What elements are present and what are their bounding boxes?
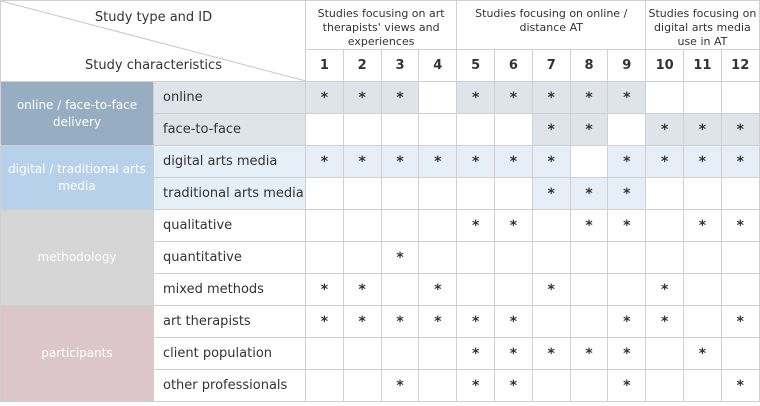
empty-cell <box>343 338 381 370</box>
empty-cell <box>646 178 684 210</box>
empty-cell <box>608 274 646 306</box>
mark-cell: * <box>532 82 570 114</box>
mark-cell: * <box>457 338 495 370</box>
empty-cell <box>419 370 457 402</box>
table-row <box>1 146 760 178</box>
empty-cell <box>419 242 457 274</box>
mark-cell: * <box>343 146 381 178</box>
empty-cell <box>721 178 759 210</box>
empty-cell <box>532 242 570 274</box>
empty-cell <box>721 242 759 274</box>
empty-cell <box>419 114 457 146</box>
characteristic-label: online <box>154 82 306 114</box>
mark-cell: * <box>721 114 759 146</box>
empty-cell <box>570 306 608 338</box>
study-id-2: 2 <box>343 50 381 82</box>
characteristic-label: art therapists <box>154 306 306 338</box>
mark-cell: * <box>495 370 533 402</box>
mark-cell: * <box>419 146 457 178</box>
study-type-label: Study type and ID <box>94 10 213 25</box>
empty-cell <box>419 178 457 210</box>
mark-cell: * <box>343 274 381 306</box>
mark-cell: * <box>532 274 570 306</box>
mark-cell: * <box>608 146 646 178</box>
mark-cell: * <box>306 146 344 178</box>
mark-cell: * <box>457 306 495 338</box>
empty-cell <box>646 338 684 370</box>
table-body <box>1 82 760 402</box>
mark-cell: * <box>721 210 759 242</box>
characteristic-label: qualitative <box>154 210 306 242</box>
empty-cell <box>419 210 457 242</box>
mark-cell: * <box>721 146 759 178</box>
mark-cell: * <box>419 306 457 338</box>
mark-cell: * <box>570 338 608 370</box>
empty-cell <box>381 210 419 242</box>
empty-cell <box>306 178 344 210</box>
study-id-1: 1 <box>306 50 344 82</box>
study-id-6: 6 <box>495 50 533 82</box>
study-characteristics-label: Study characteristics <box>85 58 222 73</box>
mark-cell: * <box>381 82 419 114</box>
mark-cell: * <box>457 370 495 402</box>
category-media: digital / traditional arts media <box>1 146 154 210</box>
empty-cell <box>570 146 608 178</box>
study-id-10: 10 <box>646 50 684 82</box>
empty-cell <box>343 178 381 210</box>
empty-cell <box>381 114 419 146</box>
empty-cell <box>381 178 419 210</box>
empty-cell <box>381 274 419 306</box>
mark-cell: * <box>608 370 646 402</box>
empty-cell <box>570 242 608 274</box>
study-id-9: 9 <box>608 50 646 82</box>
mark-cell: * <box>646 306 684 338</box>
mark-cell: * <box>495 146 533 178</box>
mark-cell: * <box>381 146 419 178</box>
mark-cell: * <box>381 370 419 402</box>
mark-cell: * <box>532 178 570 210</box>
empty-cell <box>343 114 381 146</box>
empty-cell <box>721 274 759 306</box>
empty-cell <box>684 306 722 338</box>
group-header-online: Studies focusing on online / distance AT <box>457 1 646 50</box>
empty-cell <box>343 242 381 274</box>
empty-cell <box>495 114 533 146</box>
empty-cell <box>532 370 570 402</box>
empty-cell <box>684 82 722 114</box>
empty-cell <box>457 178 495 210</box>
mark-cell: * <box>306 82 344 114</box>
empty-cell <box>343 370 381 402</box>
empty-cell <box>570 370 608 402</box>
empty-cell <box>495 242 533 274</box>
mark-cell: * <box>532 146 570 178</box>
mark-cell: * <box>721 370 759 402</box>
study-id-8: 8 <box>570 50 608 82</box>
characteristic-label: other professionals <box>154 370 306 402</box>
characteristic-label: digital arts media <box>154 146 306 178</box>
mark-cell: * <box>495 210 533 242</box>
mark-cell: * <box>570 114 608 146</box>
mark-cell: * <box>343 306 381 338</box>
mark-cell: * <box>532 114 570 146</box>
group-header-views: Studies focusing on art therapists' views and experiences <box>306 1 457 50</box>
empty-cell <box>532 306 570 338</box>
mark-cell: * <box>684 338 722 370</box>
category-methodology: methodology <box>1 210 154 306</box>
empty-cell <box>684 242 722 274</box>
empty-cell <box>306 114 344 146</box>
empty-cell <box>646 210 684 242</box>
characteristic-label: client population <box>154 338 306 370</box>
mark-cell: * <box>608 178 646 210</box>
mark-cell: * <box>457 210 495 242</box>
mark-cell: * <box>608 210 646 242</box>
empty-cell <box>608 114 646 146</box>
corner-header <box>1 1 306 82</box>
empty-cell <box>495 178 533 210</box>
study-id-5: 5 <box>457 50 495 82</box>
empty-cell <box>646 242 684 274</box>
characteristic-label: mixed methods <box>154 274 306 306</box>
empty-cell <box>495 274 533 306</box>
mark-cell: * <box>306 274 344 306</box>
empty-cell <box>457 114 495 146</box>
characteristic-label: traditional arts media <box>154 178 306 210</box>
mark-cell: * <box>646 114 684 146</box>
empty-cell <box>306 370 344 402</box>
mark-cell: * <box>495 82 533 114</box>
table-row <box>1 210 760 242</box>
study-id-11: 11 <box>684 50 722 82</box>
empty-cell <box>419 82 457 114</box>
mark-cell: * <box>721 306 759 338</box>
study-id-7: 7 <box>532 50 570 82</box>
mark-cell: * <box>495 338 533 370</box>
mark-cell: * <box>570 82 608 114</box>
table-row <box>1 82 760 114</box>
empty-cell <box>570 274 608 306</box>
empty-cell <box>721 82 759 114</box>
empty-cell <box>457 274 495 306</box>
mark-cell: * <box>608 338 646 370</box>
empty-cell <box>419 338 457 370</box>
mark-cell: * <box>570 210 608 242</box>
mark-cell: * <box>381 242 419 274</box>
empty-cell <box>684 370 722 402</box>
mark-cell: * <box>684 146 722 178</box>
group-header-digital: Studies focusing on digital arts media use in AT <box>646 1 759 50</box>
mark-cell: * <box>570 178 608 210</box>
mark-cell: * <box>381 306 419 338</box>
mark-cell: * <box>343 82 381 114</box>
empty-cell <box>343 210 381 242</box>
characteristic-label: face-to-face <box>154 114 306 146</box>
mark-cell: * <box>684 210 722 242</box>
characteristic-label: quantitative <box>154 242 306 274</box>
empty-cell <box>684 274 722 306</box>
table-row <box>1 306 760 338</box>
mark-cell: * <box>646 274 684 306</box>
study-id-4: 4 <box>419 50 457 82</box>
empty-cell <box>306 210 344 242</box>
mark-cell: * <box>306 306 344 338</box>
empty-cell <box>306 338 344 370</box>
empty-cell <box>721 338 759 370</box>
mark-cell: * <box>419 274 457 306</box>
mark-cell: * <box>457 146 495 178</box>
empty-cell <box>608 242 646 274</box>
mark-cell: * <box>457 82 495 114</box>
empty-cell <box>646 370 684 402</box>
empty-cell <box>457 242 495 274</box>
empty-cell <box>381 338 419 370</box>
category-participants: participants <box>1 306 154 402</box>
mark-cell: * <box>646 146 684 178</box>
mark-cell: * <box>608 82 646 114</box>
mark-cell: * <box>684 114 722 146</box>
empty-cell <box>306 242 344 274</box>
category-delivery: online / face-to-face delivery <box>1 82 154 146</box>
empty-cell <box>646 82 684 114</box>
empty-cell <box>684 178 722 210</box>
mark-cell: * <box>608 306 646 338</box>
mark-cell: * <box>495 306 533 338</box>
study-id-3: 3 <box>381 50 419 82</box>
study-id-12: 12 <box>721 50 759 82</box>
mark-cell: * <box>532 338 570 370</box>
empty-cell <box>532 210 570 242</box>
